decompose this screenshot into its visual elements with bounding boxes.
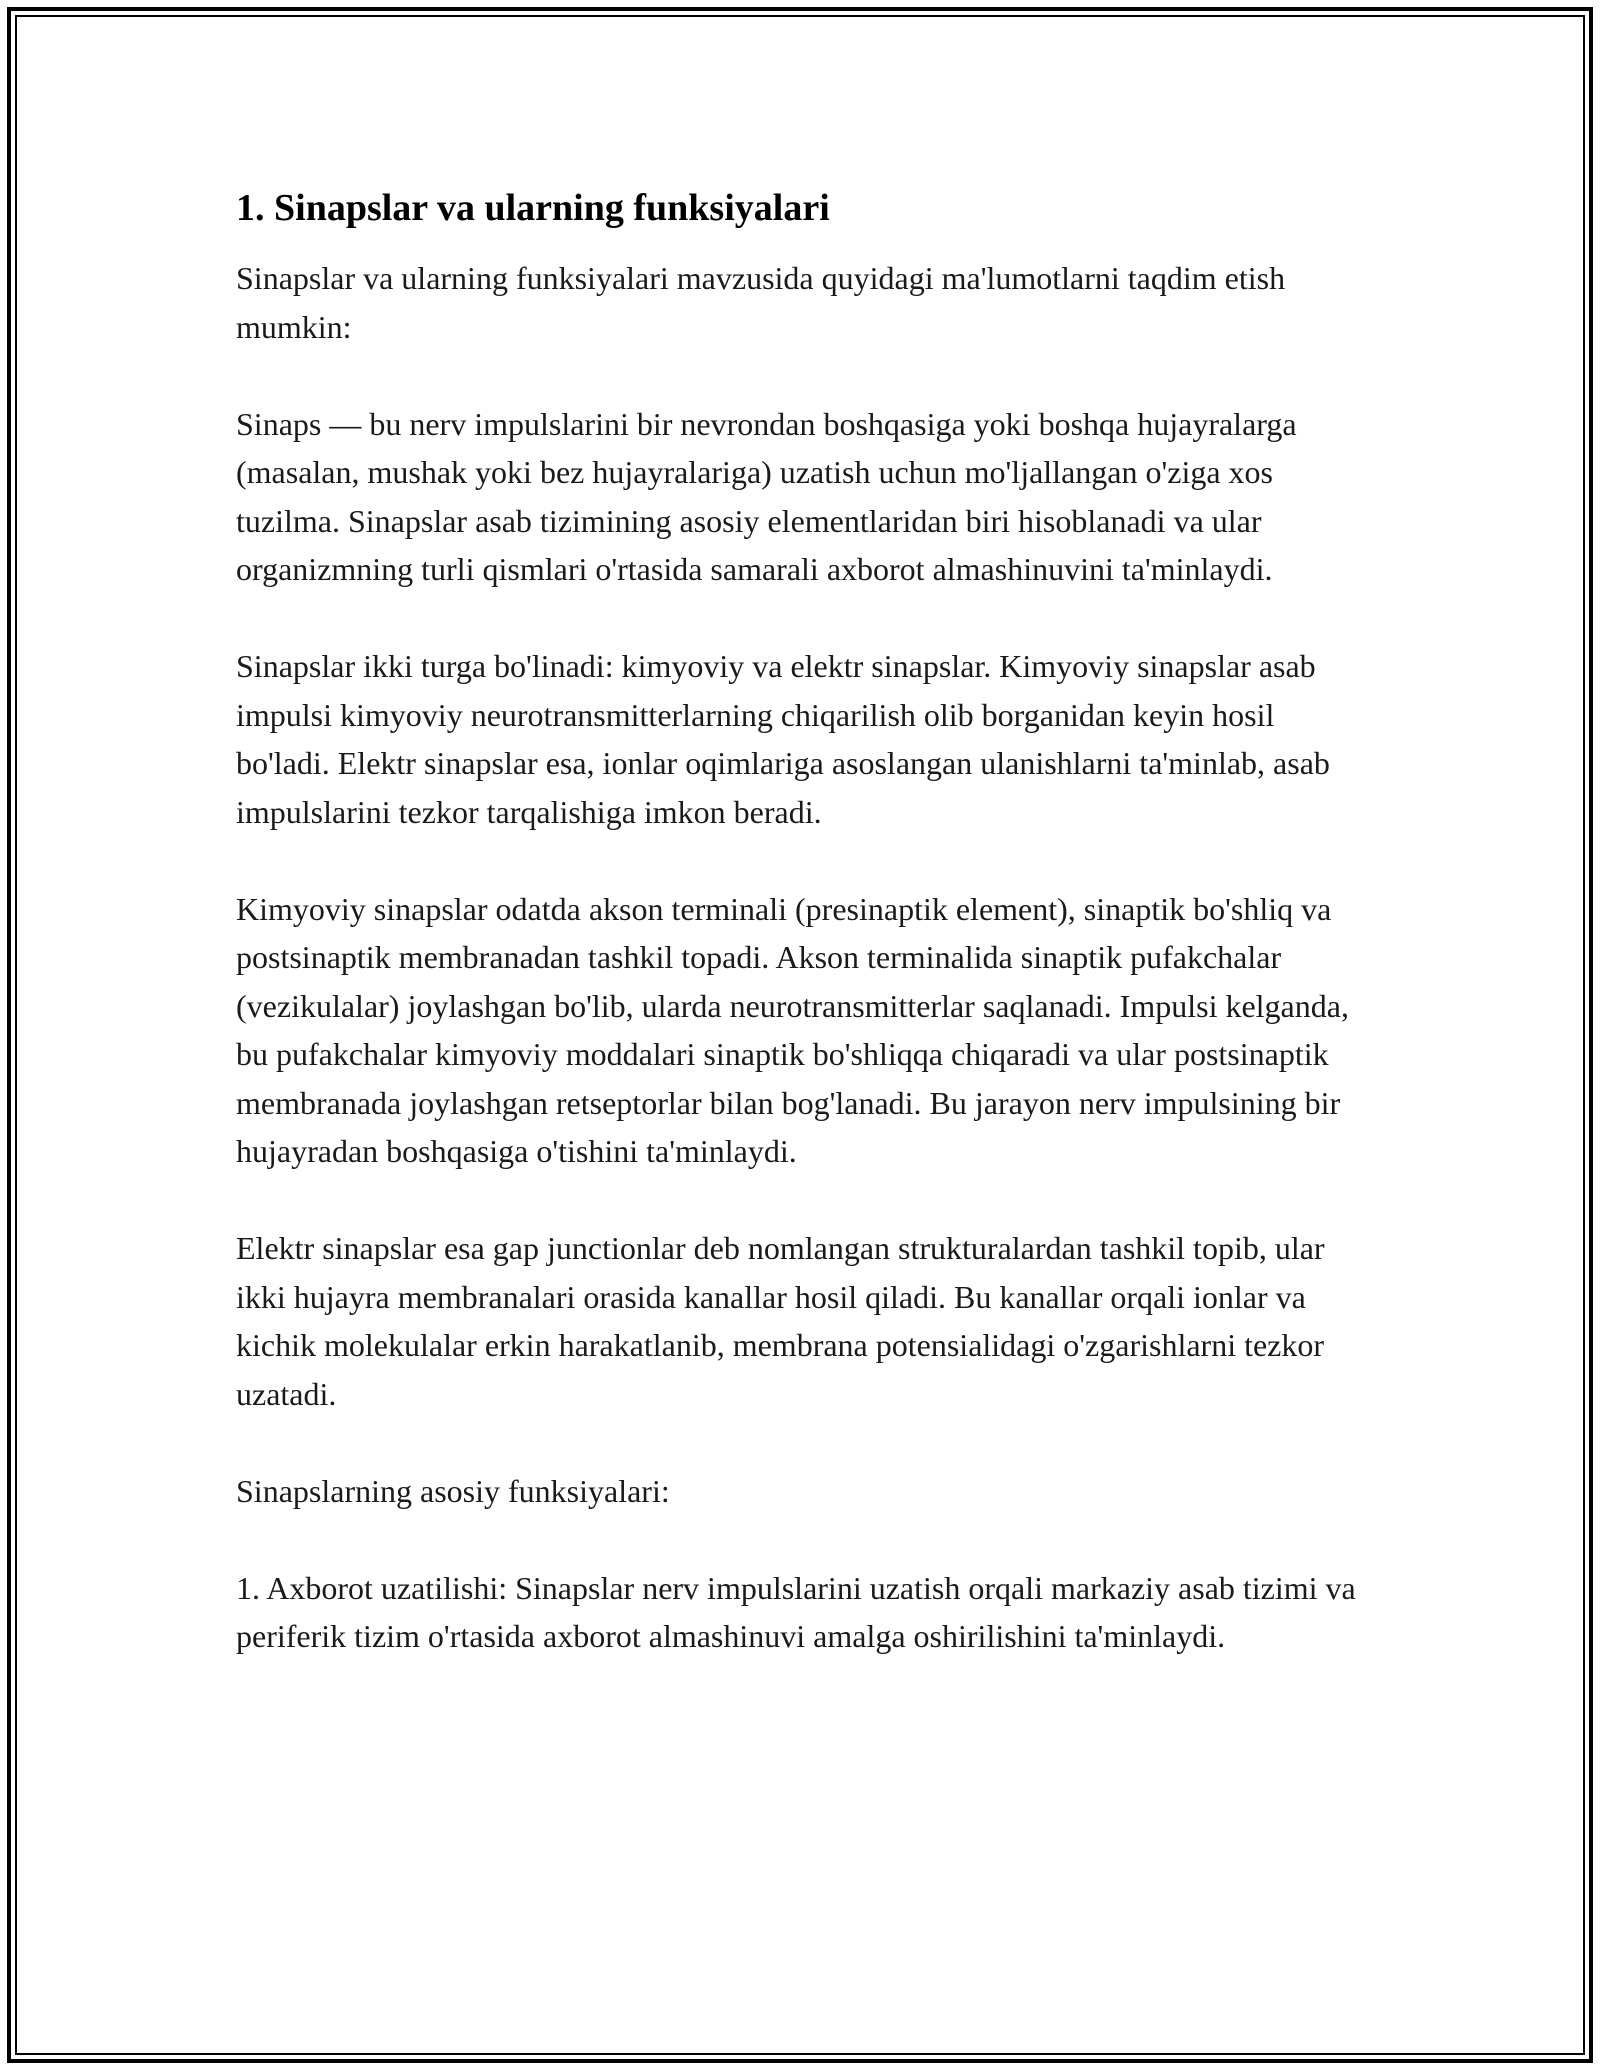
chemical-synapse-paragraph: Kimyoviy sinapslar odatda akson terminali (presinaptik element), sinaptik bo'shliq va postsinaptik membranadan tashkil topadi. Akson terminalida sinaptik pufakchalar (vezikulalar) joylashgan bo'lib, ularda neurotransmitterlar saqlanadi. Impulsi kelganda, bu pufakchalar kimyoviy moddalari sinaptik bo'shliqqa chiqaradi va ular postsinaptik membranada joylashgan retseptorlar bilan bog'lanadi. Bu jarayon nerv impulsining bir hujayradan boshqasiga o'tishini ta'minlaydi. [236, 890, 1349, 1169]
functions-heading-paragraph: Sinapslarning asosiy funksiyalari: [236, 1472, 670, 1509]
document-body [236, 184, 1376, 1709]
synapse-definition-paragraph: Sinaps — bu nerv impulslarini bir nevrondan boshqasiga yoki boshqa hujayralarga (masalan, mushak yoki bez hujayralariga) uzatish uchun mo'ljallangan o'ziga xos tuzilma. Sinapslar asab tizimining asosiy elementlaridan biri hisoblanadi va ular organizmning turli qismlari o'rtasida samarali axborot almashinuvini ta'minlaydi. [236, 405, 1297, 587]
intro-paragraph: Sinapslar va ularning funksiyalari mavzusida quyidagi ma'lumotlarni taqdim etish mumkin: [236, 260, 1286, 345]
function-item-1-paragraph: 1. Axborot uzatilishi: Sinapslar nerv impulslarini uzatish orqali markaziy asab tizimi va periferik tizim o'rtasida axborot almashinuvi amalga oshirilishini ta'minlaydi. [236, 1569, 1356, 1654]
document-title: 1. Sinapslar va ularning funksiyalari [236, 187, 830, 229]
electrical-synapse-paragraph: Elektr sinapslar esa gap junctionlar deb nomlangan strukturalardan tashkil topib, ular ikki hujayra membranalari orasida kanallar hosil qiladi. Bu kanallar orqali ionlar va kichik molekulalar erkin harakatlanib, membrana potensialidagi o'zgarishlarni tezkor uzatadi. [236, 1230, 1325, 1412]
synapse-types-paragraph: Sinapslar ikki turga bo'linadi: kimyoviy va elektr sinapslar. Kimyoviy sinapslar asab impulsi kimyoviy neurotransmitterlarning chiqarilish olib borganidan keyin hosil bo'ladi. Elektr sinapslar esa, ionlar oqimlariga asoslangan ulanishlarni ta'minlab, asab impulslarini tezkor tarqalishiga imkon beradi. [236, 648, 1330, 830]
